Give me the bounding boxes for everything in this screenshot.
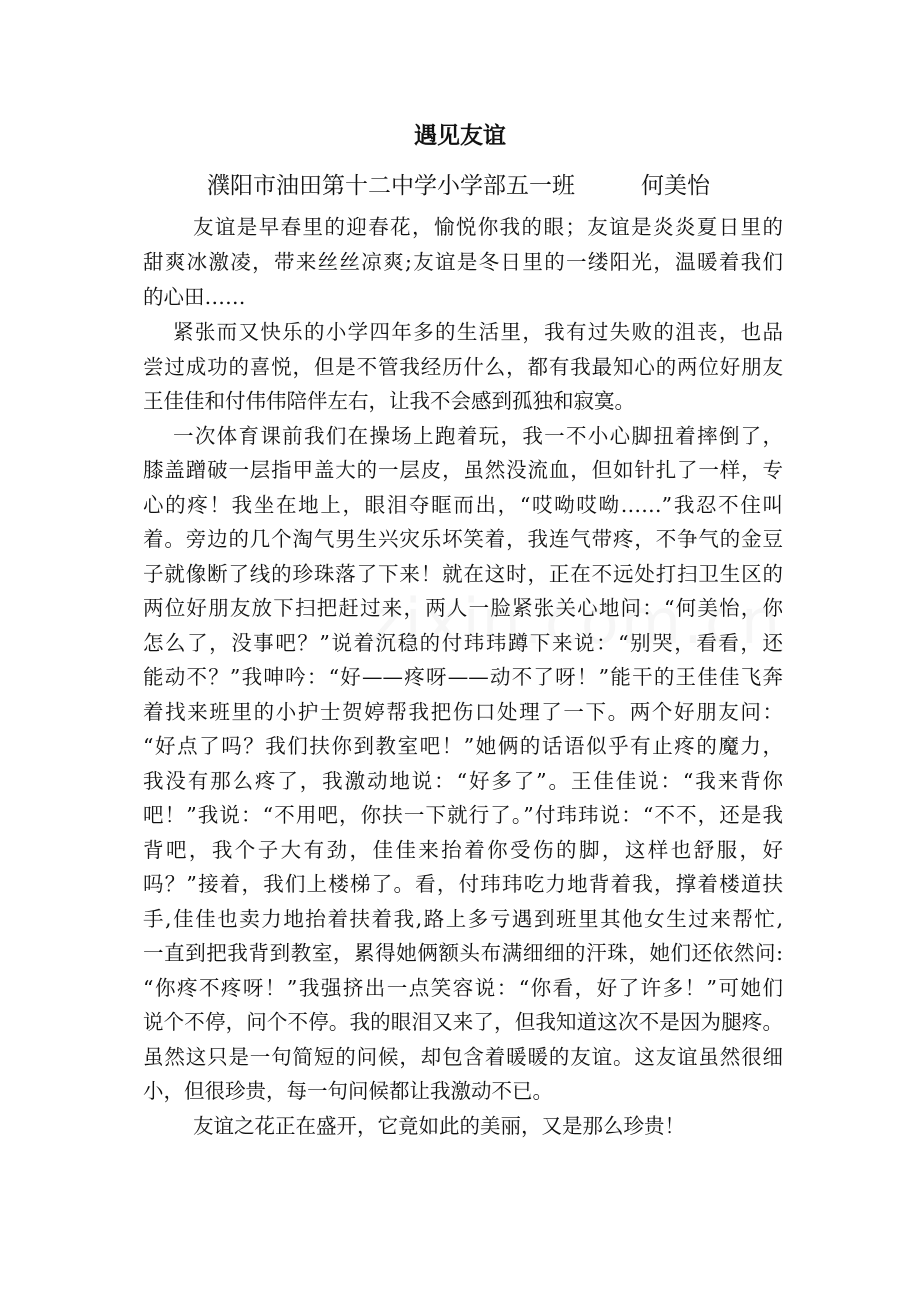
text-line: 背吧，我个子大有劲，佳佳来抬着你受伤的脚，这样也舒服，好 [143,838,783,862]
text-line: 甜爽冰激凌，带来丝丝凉爽;友谊是冬日里的一缕阳光，温暖着我们 [143,250,783,274]
byline-author: 何美怡 [641,173,710,199]
text-line: 紧张而又快乐的小学四年多的生活里，我有过失败的沮丧，也品 [173,320,783,344]
text-line: 说个不停，问个不停。我的眼泪又来了，但我知道这次不是因为腿疼。 [143,1010,783,1034]
text-line: 一次体育课前我们在操场上跑着玩，我一不小心脚扭着摔倒了， [173,424,783,448]
text-line: 尝过成功的喜悦，但是不管我经历什么，都有我最知心的两位好朋友 [143,355,783,379]
text-line: 王佳佳和付伟伟陪伴左右，让我不会感到孤独和寂寞。 [143,389,635,413]
text-line: 心的疼！我坐在地上，眼泪夺眶而出，“哎呦哎呦……”我忍不住叫 [143,493,783,517]
text-line: 两位好朋友放下扫把赶过来，两人一脸紧张关心地问：“何美怡，你 [143,596,783,620]
byline [0,168,920,204]
byline-school: 濮阳市油田第十二中学小学部五一班 [207,173,575,199]
text-line: 着。旁边的几个淘气男生兴灾乐坏笑着，我连气带疼，不争气的金豆 [143,527,783,551]
text-line: 的心田…… [143,285,246,309]
text-line: 能动不？”我呻吟：“好——疼呀——动不了呀！”能干的王佳佳飞奔 [143,665,783,689]
text-line: 我没有那么疼了，我激动地说：“好多了”。王佳佳说：“我来背你 [143,769,783,793]
text-line: 手,佳佳也卖力地抬着扶着我,路上多亏遇到班里其他女生过来帮忙, [143,907,783,931]
text-line: 友谊之花正在盛开，它竟如此的美丽，又是那么珍贵！ [193,1114,685,1138]
text-line: 吧！”我说：“不用吧，你扶一下就行了。”付玮玮说：“不不，还是我 [143,803,783,827]
document-title: 遇见友谊 [414,122,506,149]
text-line: 子就像断了线的珍珠落了下来！就在这时，正在不远处打扫卫生区的 [143,562,783,586]
text-line: 怎么了，没事吧？”说着沉稳的付玮玮蹲下来说：“别哭，看看，还 [143,631,783,655]
text-line: 着找来班里的小护士贺婷帮我把伤口处理了一下。两个好朋友问： [143,700,783,724]
text-line: 一直到把我背到教室，累得她俩额头布满细细的汗珠，她们还依然问: [143,941,783,965]
text-line: 小，但很珍贵，每一句问候都让我激动不已。 [143,1079,553,1103]
text-line: 友谊是早春里的迎春花，愉悦你我的眼；友谊是炎炎夏日里的 [193,215,783,239]
text-line: “你疼不疼呀！”我强挤出一点笑容说：“你看，好了许多！”可她们 [143,976,783,1000]
text-line: “好点了吗？我们扶你到教室吧！”她俩的话语似乎有止疼的魔力， [143,734,783,758]
text-line: 膝盖蹭破一层指甲盖大的一层皮，虽然没流血，但如针扎了一样，专 [143,458,783,482]
text-line: 吗？”接着，我们上楼梯了。看，付玮玮吃力地背着我，撑着楼道扶 [143,872,783,896]
text-line: 虽然这只是一句简短的问候，却包含着暖暖的友谊。这友谊虽然很细 [143,1045,783,1069]
